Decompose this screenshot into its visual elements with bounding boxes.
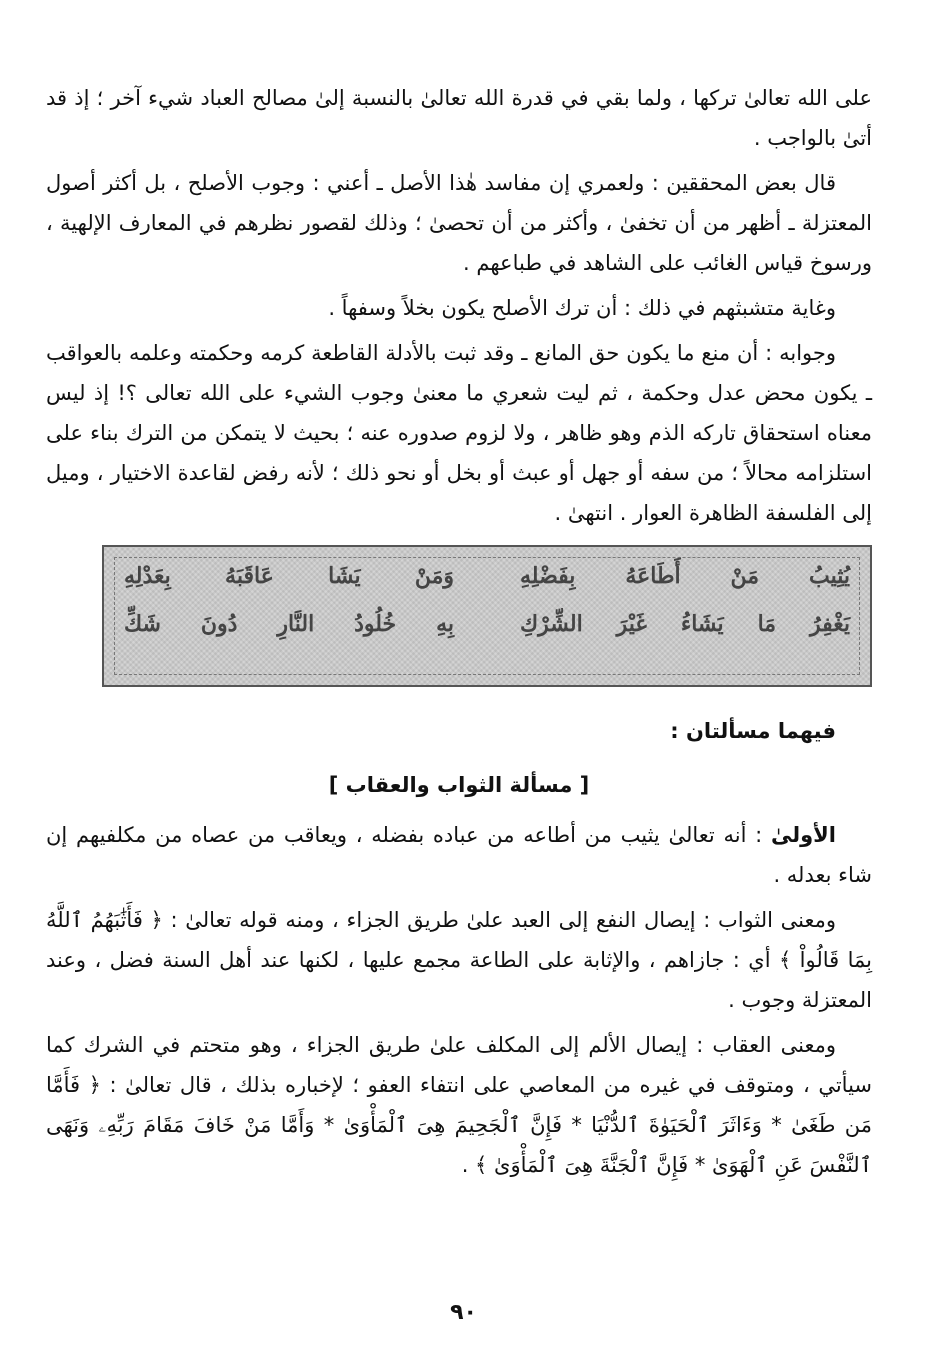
paragraph-5	[46, 815, 872, 895]
paragraph-6: ومعنى الثواب : إيصال النفع إلى العبد علىٰ طريق الجزاء ، ومنه قوله تعالىٰ : ﴿ فَأَثَٰبَهُمُ ٱللَّهُ بِمَا قَالُواْ ﴾ أي : جازاهم ، والإثابة على الطاعة مجمع عليها ، لكنها عند أهل السنة فضل ، وعند المعتزلة وجوب .	[46, 908, 872, 1012]
page-number: ٩٠	[450, 1300, 477, 1325]
verse-1-second-hemistich: وَمَنْ يَشَا عَاقَبَهُ بِعَدْلِهِ	[124, 563, 454, 589]
verse-line-1	[104, 563, 870, 589]
paragraph-2: قال بعض المحققين : ولعمري إن مفاسد هٰذا الأصل ـ أعني : وجوب الأصلح ، بل أكثر أصول المعتزلة ـ أظهر من أن تخفىٰ ، وأكثر من أن تحصىٰ ؛ وذلك لقصور نظرهم في المعارف الإلهية ، ورسوخ قياس الغائب على الشاهد في طباعهم .	[46, 171, 872, 275]
verse-line-2	[104, 611, 870, 637]
section-title: [ مسألة الثواب والعقاب ]	[328, 773, 590, 797]
lead-in-heading: فيهما مسألتان :	[670, 719, 836, 743]
page-body	[46, 78, 872, 1190]
paragraph-1: على الله تعالىٰ تركها ، ولما بقي في قدرة الله تعالىٰ بالنسبة إلىٰ مصالح العباد شيء آخر ؛ إذ قد أتىٰ بالواجب .	[46, 86, 872, 150]
poem-verse-box	[102, 545, 872, 687]
paragraph-5-text: : أنه تعالىٰ يثيب من أطاعه من عباده بفضله ، ويعاقب من عصاه من مكلفيهم إن شاء بعدله .	[46, 823, 872, 887]
paragraph-3: وغاية متشبثهم في ذلك : أن ترك الأصلح يكون بخلاً وسفهاً .	[328, 296, 836, 320]
paragraph-5-lead: الأولىٰ	[770, 823, 836, 847]
paragraph-4: وجوابه : أن منع ما يكون حق المانع ـ وقد ثبت بالأدلة القاطعة كرمه وحكمته وعلمه بالعواقب ـ يكون محض عدل وحكمة ، ثم ليت شعري ما معنىٰ وجوب الشيء على الله تعالى ؟! إذ ليس معناه استحقاق تاركه الذم وهو ظاهر ، ولا لزوم صدوره عنه ؛ بحيث لا يتمكن من الترك بناء على استلزامه محالاً ؛ من سفه أو جهل أو عبث أو بخل أو نحو ذلك ؛ لأنه رفض لقاعدة الاختيار ، وميل إلى الفلسفة الظاهرة العوار . انتهىٰ .	[46, 341, 872, 525]
verse-2-first-hemistich: يَغْفِرُ مَا يَشَاءُ غَيْرَ الشِّرْكِ	[520, 611, 850, 637]
verse-1-first-hemistich: يُثِيبُ مَنْ أَطَاعَهُ بِفَضْلِهِ	[520, 563, 850, 589]
paragraph-7: ومعنى العقاب : إيصال الألم إلى المكلف علىٰ طريق الجزاء ، وهو متحتم في الشرك كما سيأتي ، ومتوقف في غيره من المعاصي على انتفاء العفو ؛ لإخباره بذلك ، قال تعالىٰ : ﴿ فَأَمَّا مَن طَغَىٰ * وَءَاثَرَ ٱلْحَيَوٰةَ ٱلدُّنْيَا * فَإِنَّ ٱلْجَحِيمَ هِىَ ٱلْمَأْوَىٰ * وَأَمَّا مَنْ خَافَ مَقَامَ رَبِّهِۦ وَنَهَى ٱلنَّفْسَ عَنِ ٱلْهَوَىٰ * فَإِنَّ ٱلْجَنَّةَ هِىَ ٱلْمَأْوَىٰ ﴾ .	[46, 1033, 872, 1177]
verse-2-second-hemistich: بِهِ خُلُودُ النَّارِ دُونَ شَكِّ	[124, 611, 454, 637]
